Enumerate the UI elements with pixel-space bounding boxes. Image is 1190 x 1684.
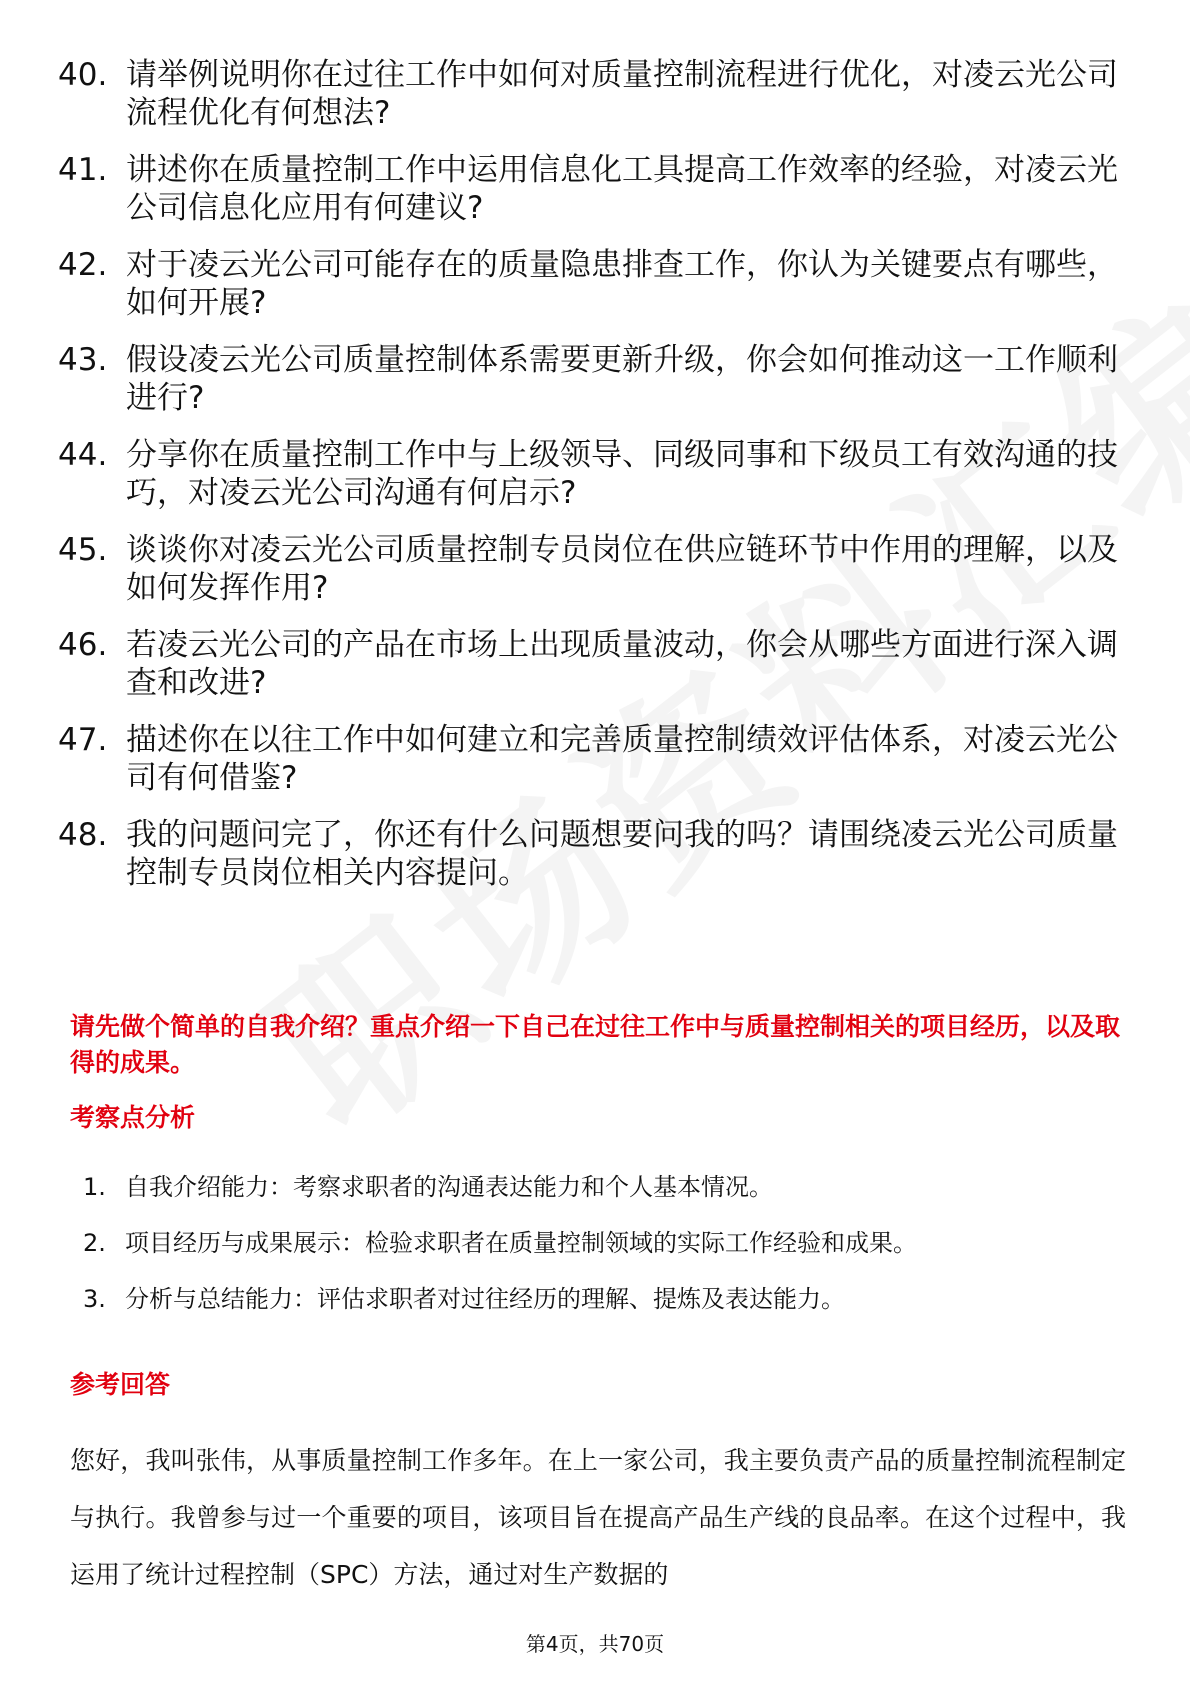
question-number: 48. xyxy=(58,817,108,853)
question-item xyxy=(58,721,1128,797)
question-item xyxy=(58,436,1128,512)
question-item xyxy=(58,56,1128,132)
analysis-number: 1. xyxy=(83,1173,106,1201)
page-footer: 第4页，共70页 xyxy=(525,1632,665,1656)
analysis-item xyxy=(83,1170,1123,1204)
analysis-item xyxy=(83,1226,1123,1260)
question-text: 分享你在质量控制工作中与上级领导、同级同事和下级员工有效沟通的技巧，对凌云光公司沟通有何启示? xyxy=(126,437,1118,511)
highlight-question: 请先做个简单的自我介绍？重点介绍一下自己在过往工作中与质量控制相关的项目经历，以及取得的成果。 xyxy=(70,1012,1121,1077)
question-item xyxy=(58,246,1128,322)
question-list xyxy=(58,56,1128,911)
question-number: 45. xyxy=(58,532,108,568)
question-text: 对于凌云光公司可能存在的质量隐患排查工作，你认为关键要点有哪些，如何开展? xyxy=(126,247,1118,321)
question-text: 假设凌云光公司质量控制体系需要更新升级，你会如何推动这一工作顺利进行? xyxy=(126,342,1118,416)
question-number: 42. xyxy=(58,247,108,283)
analysis-text: 分析与总结能力：评估求职者对过往经历的理解、提炼及表达能力。 xyxy=(125,1285,845,1313)
answer-paragraph: 您好，我叫张伟，从事质量控制工作多年。在上一家公司，我主要负责产品的质量控制流程制定与执行。我曾参与过一个重要的项目，该项目旨在提高产品生产线的良品率。在这个过程中，我运用了统计过程控制（SPC）方法，通过对生产数据的 xyxy=(70,1446,1126,1589)
question-text: 讲述你在质量控制工作中运用信息化工具提高工作效率的经验，对凌云光公司信息化应用有何建议? xyxy=(126,152,1118,226)
analysis-text: 项目经历与成果展示：检验求职者在质量控制领域的实际工作经验和成果。 xyxy=(125,1229,917,1257)
question-item xyxy=(58,531,1128,607)
analysis-list xyxy=(83,1170,1123,1338)
question-item xyxy=(58,626,1128,702)
question-text: 谈谈你对凌云光公司质量控制专员岗位在供应链环节中作用的理解，以及如何发挥作用? xyxy=(126,532,1118,606)
question-text: 描述你在以往工作中如何建立和完善质量控制绩效评估体系，对凌云光公司有何借鉴? xyxy=(126,722,1118,796)
question-number: 40. xyxy=(58,57,108,93)
analysis-heading: 考察点分析 xyxy=(70,1103,196,1132)
analysis-text: 自我介绍能力：考察求职者的沟通表达能力和个人基本情况。 xyxy=(125,1173,773,1201)
analysis-number: 2. xyxy=(83,1229,106,1257)
question-item xyxy=(58,816,1128,892)
question-item xyxy=(58,151,1128,227)
analysis-number: 3. xyxy=(83,1285,106,1313)
question-text: 请举例说明你在过往工作中如何对质量控制流程进行优化，对凌云光公司流程优化有何想法? xyxy=(126,57,1118,131)
answer-heading: 参考回答 xyxy=(70,1370,171,1399)
analysis-item xyxy=(83,1282,1123,1316)
question-number: 44. xyxy=(58,437,108,473)
question-number: 41. xyxy=(58,152,108,188)
question-number: 46. xyxy=(58,627,108,663)
question-text: 我的问题问完了，你还有什么问题想要问我的吗？请围绕凌云光公司质量控制专员岗位相关内容提问。 xyxy=(126,817,1118,891)
question-item xyxy=(58,341,1128,417)
question-number: 47. xyxy=(58,722,108,758)
question-text: 若凌云光公司的产品在市场上出现质量波动，你会从哪些方面进行深入调查和改进? xyxy=(126,627,1118,701)
question-number: 43. xyxy=(58,342,108,378)
